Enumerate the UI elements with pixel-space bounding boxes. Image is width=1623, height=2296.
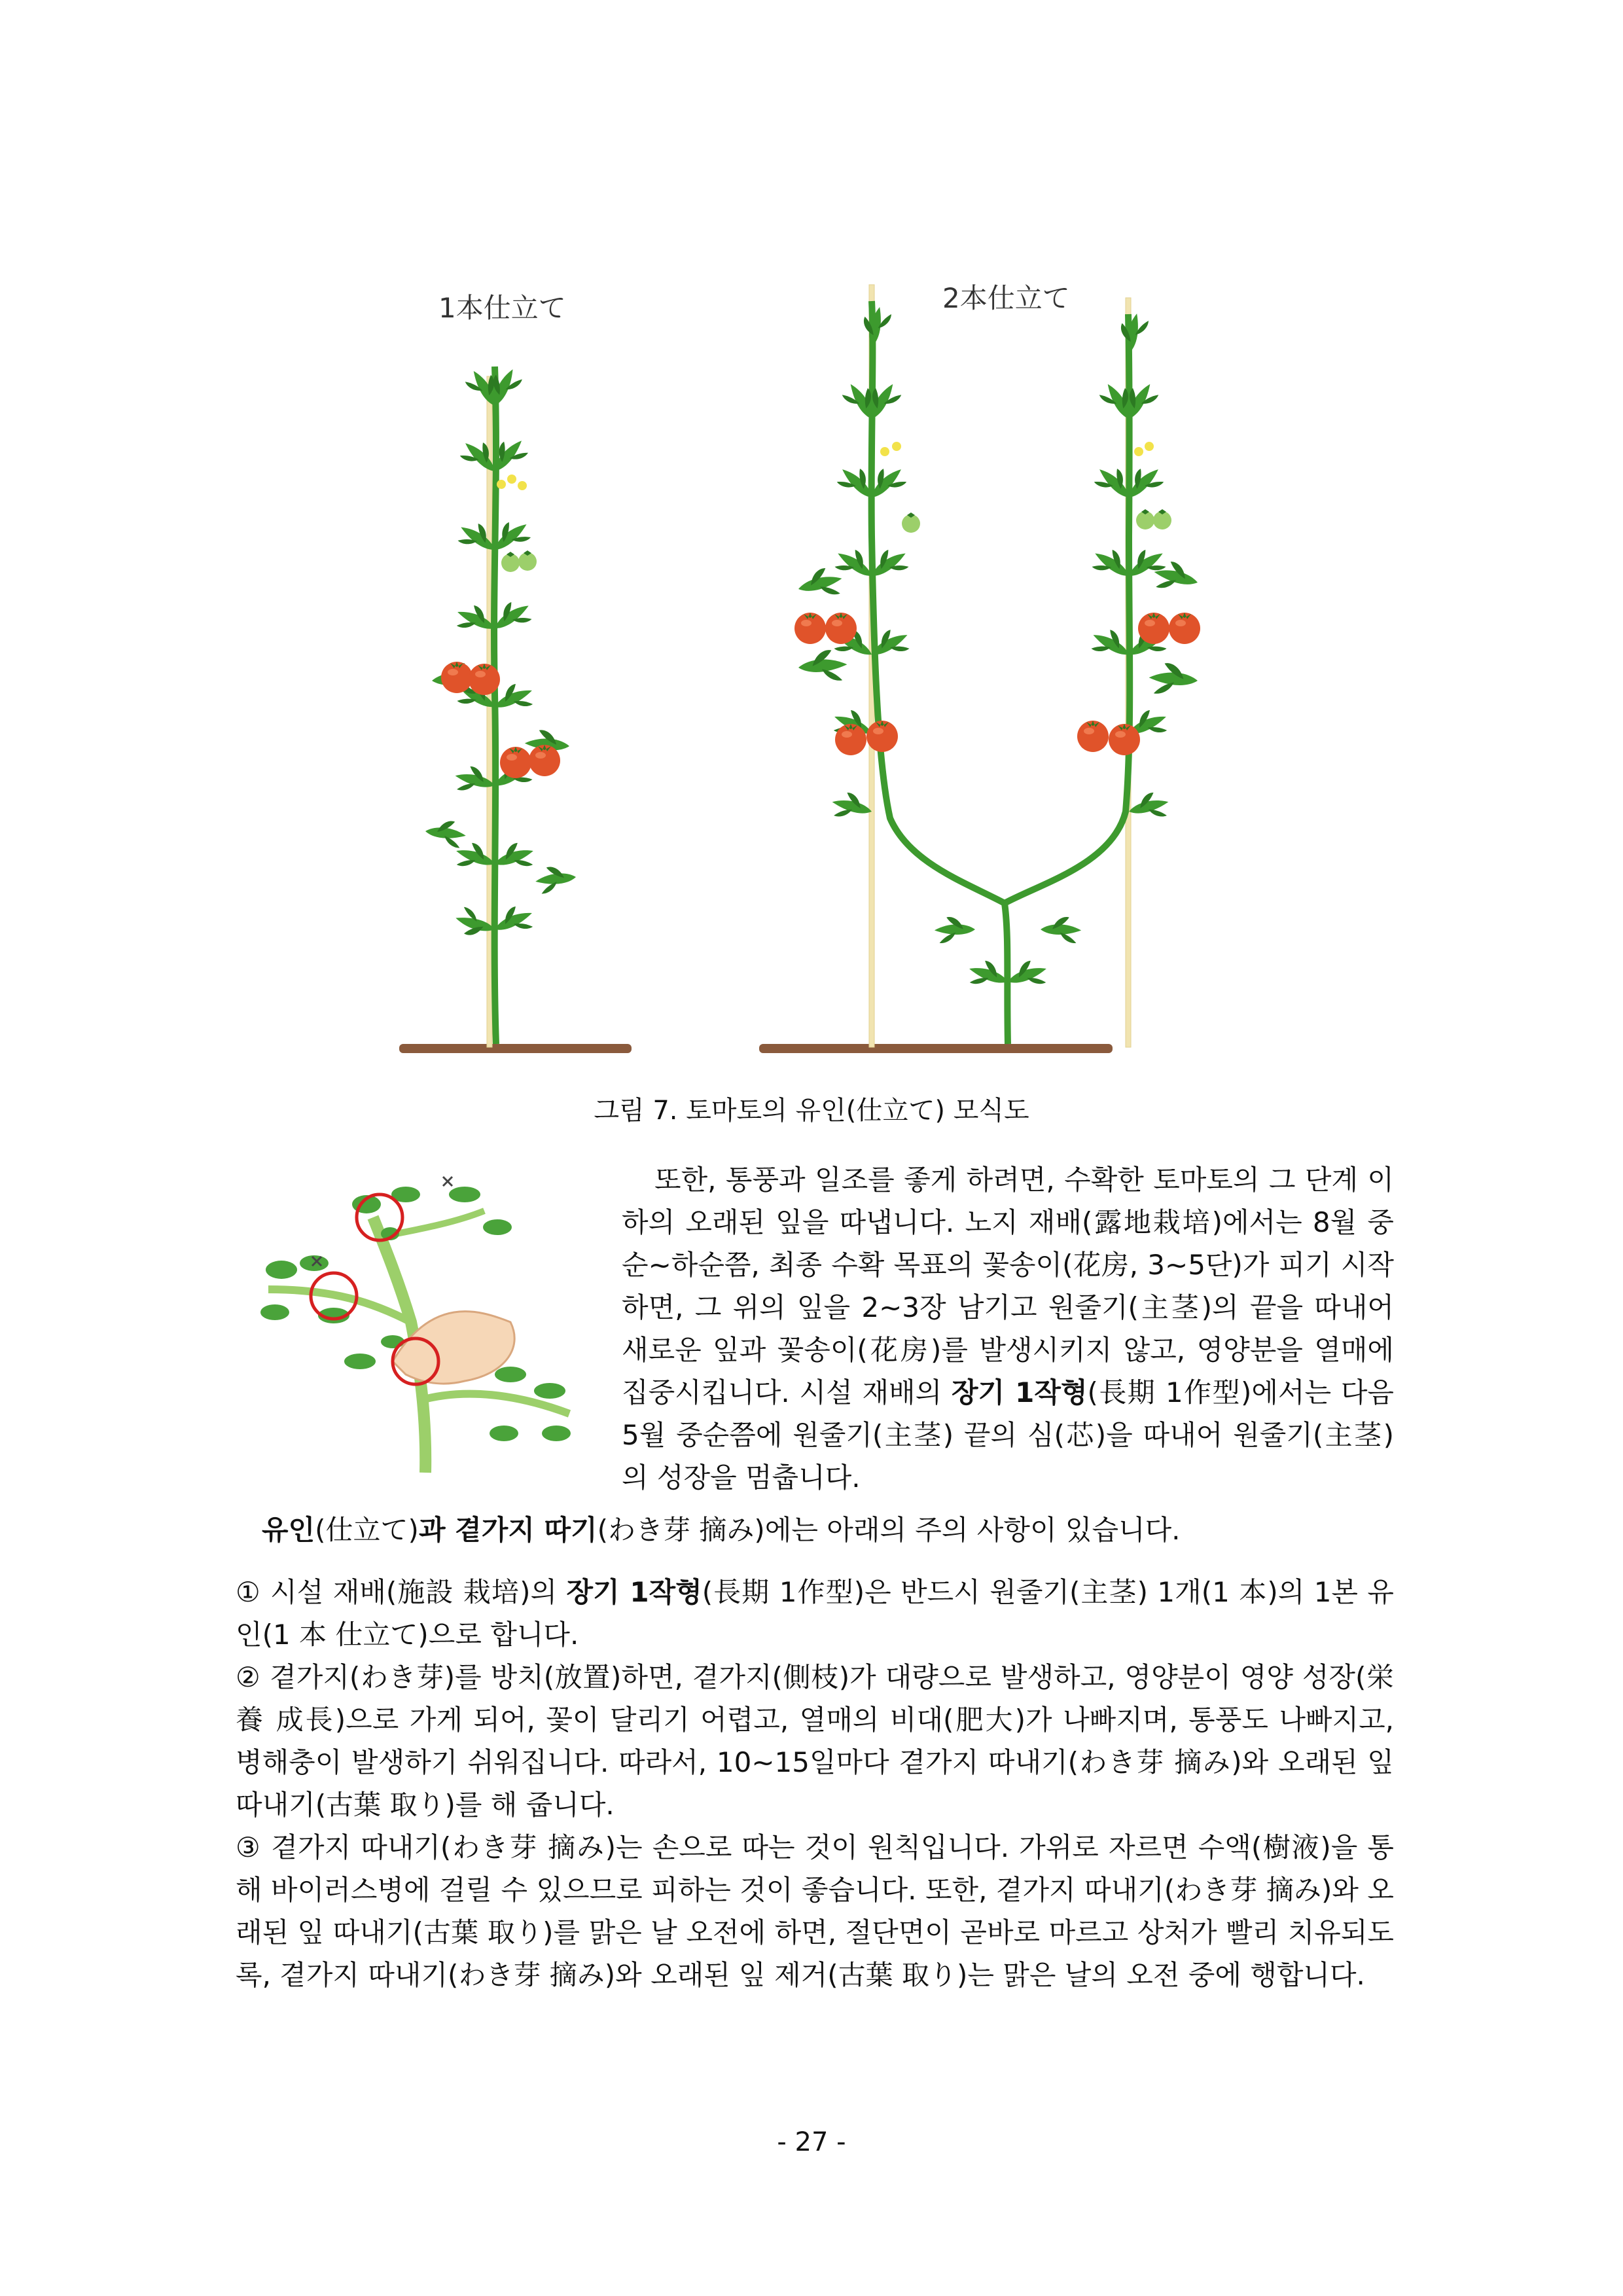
- caution-list: [236, 1571, 1394, 1996]
- cut-mark-2: [443, 1177, 452, 1186]
- list-item: ③ 곁가지 따내기(わき芽 摘み)는 손으로 따는 것이 원칙입니다. 가위로 자르면 수액(樹液)을 통해 바이러스병에 걸릴 수 있으므로 피하는 것이 좋습니다. 또한, 곁가지 따내기(わき芽 摘み)와 오래된 잎 따내기(古葉 取り)를 맑은 날 오전에 하면, 절단면이 곧바로 마르고 상처가 빨리 치유되도록, 곁가지 따내기(わき芽 摘み)와 오래된 잎 제거(古葉 取り)는 맑은 날의 오전 중에 행합니다.: [236, 1831, 1394, 1991]
- double-stem-plant: [794, 301, 1200, 1044]
- label-single-stem: 1本仕立て: [438, 292, 566, 324]
- single-stem-plant: [423, 363, 578, 1044]
- intro-paragraph: 또한, 통풍과 일조를 좋게 하려면, 수확한 토마토의 그 단계 이하의 오래된 잎을 따냅니다. 노지 재배(露地栽培)에서는 8월 중순~하순쯤, 최종 수확 목표의 꽃송이(花房, 3~5단)가 피기 시작하면, 그 위의 잎을 2~3장 남기고 원줄기(主茎)의 끝을 따내어 새로운 잎과 꽃송이(花房)를 발생시키지 않고, 영양분을 열매에 집중시킵니다. 시설 재배의 장기 1작형(長期 1作型)에서는 다음 5월 중순쯤에 원줄기(主茎) 끝의 심(芯)을 따내어 원줄기(主茎)의 성장을 멈춥니다.: [622, 1164, 1394, 1494]
- list-item: ① 시설 재배(施設 栽培)의 장기 1작형(長期 1作型)은 반드시 원줄기(主茎) 1개(1 本)의 1본 유인(1 本 仕立て)으로 합니다.: [236, 1576, 1394, 1651]
- side-shoot-diagram: [242, 1165, 602, 1479]
- stake-left: [487, 376, 492, 1047]
- label-double-stem: 2本仕立て: [942, 282, 1070, 314]
- training-diagram: [380, 275, 1270, 1080]
- list-item: ② 곁가지(わき芽)를 방치(放置)하면, 곁가지(側枝)가 대량으로 발생하고, 영양분이 영양 성장(栄養 成長)으로 가게 되어, 꽃이 달리기 어렵고, 열매의 비대(肥大)가 나빠지며, 통풍도 나빠지고, 병해충이 발생하기 쉬워집니다. 따라서, 10~15일마다 곁가지 따내기(わき芽 摘み)와 오래된 잎 따내기(古葉 取り)를 해 줍니다.: [236, 1661, 1394, 1821]
- soil-right: [759, 1044, 1113, 1053]
- note-line: 유인(仕立て)과 곁가지 따기(わき芽 摘み)에는 아래의 주의 사항이 있습니다.: [262, 1514, 1181, 1546]
- soil-left: [399, 1044, 632, 1053]
- figure-caption: 그림 7. 토마토의 유인(仕立て) 모식도: [594, 1096, 1029, 1126]
- page-number: - 27 -: [777, 2127, 846, 2157]
